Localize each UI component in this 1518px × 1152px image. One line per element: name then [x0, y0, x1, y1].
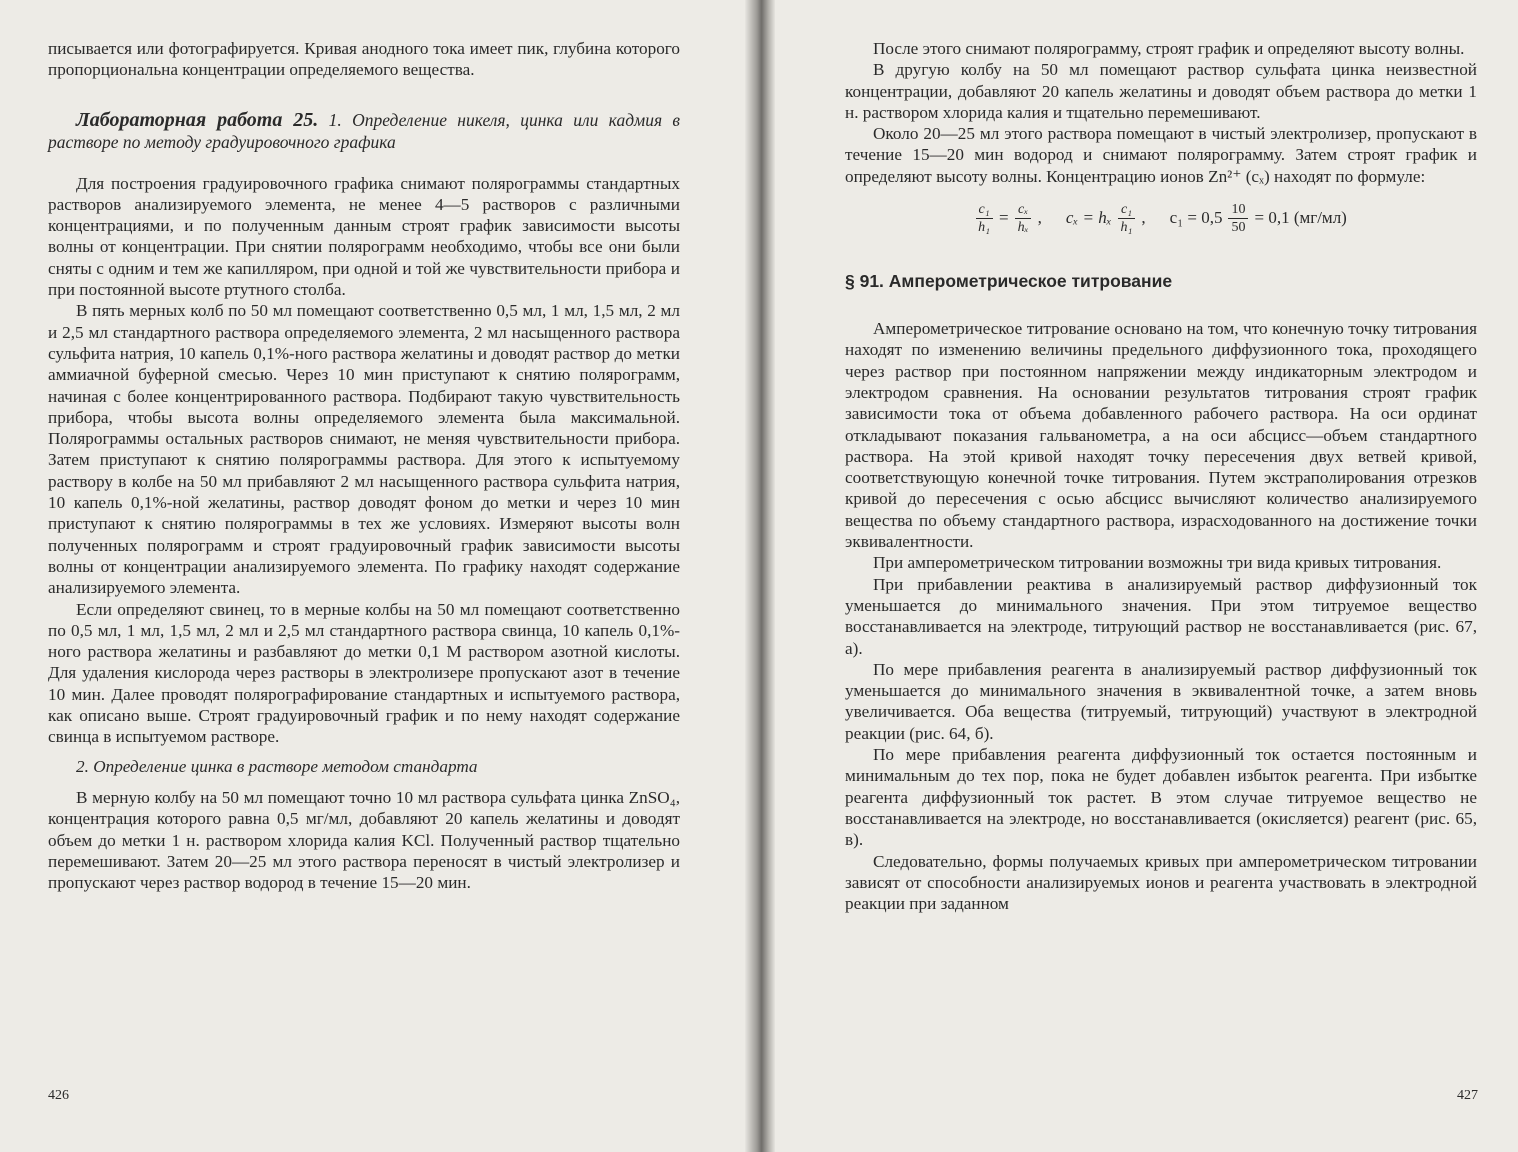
right-paragraph-6: При прибавлении реактива в анализируемый раствор диффузионный ток уменьшается до минимального значения. При этом титруемое вещество восстанавливается на электроде, титрующий раствор не восстанавливается (рис. 67, а). — [845, 574, 1477, 658]
concentration-formula — [845, 193, 1477, 243]
right-paragraph-9: Следовательно, формы получаемых кривых при амперометрическом титровании зависят от способности анализируемых ионов и реагента участвовать в электродной реакции при заданном — [845, 851, 1477, 914]
left-paragraph-2: В пять мерных колб по 50 мл помещают соответственно 0,5 мл, 1 мл, 1,5 мл, 2 мл и 2,5 мл стандартного раствора определяемого элемента, 2 мл насыщенного раствора сульфита натрия, 10 капель 0,1%-ного раствора желатины и доводят раствор до метки аммиачной буферной смесью. Через 10 мин приступают к снятию полярограмм, начиная с более концентрированного раствора. Подбирают такую чувствительность прибора, чтобы высота волны определяемого элемента была максимальной. Полярограммы остальных растворов снимают, не меняя чувствительности прибора. Затем приступают к снятию полярограммы раствора. Для этого к испытуемому раствору в колбе на 50 мл прибавляют 2 мл насыщенного раствора сульфита натрия, 10 капель 0,1%-ной желатины, раствор доводят фоном до метки и через 10 мин приступают к снятию полярограммы в тех же условиях. Измеряют высоты волн полученных полярограмм и строят градуировочный график зависимости высоты волны от концентрации анализируемого элемента. По графику находят содержание анализируемого элемента. — [48, 301, 680, 598]
formula-ratio — [975, 201, 1042, 236]
fraction-numerator: cₓ — [1015, 201, 1031, 219]
right-text-column — [845, 38, 1477, 914]
lab-work-title-rest: 1. Определение никеля, цинка или кадмия в растворе по методу градуировочного графика — [48, 109, 681, 152]
right-paragraph-4: Амперометрическое титрование основано на том, что конечную точку титрования находят по изменению величины предельного диффузионного тока, проходящего через раствор при постоянном напряжении между индикаторным электродом и электродом сравнения. На основании результатов титрования строят график зависимости тока от объема добавленного рабочего раствора. На оси ординат откладывают показания гальванометра, а на оси абсцисс—объем стандартного раствора. На этой кривой находят точку пересечения двух ветвей кривой, соответствующую конечной точке титрования. Путем экстраполирования отрезков кривой до пересечения с осью абсцисс вычисляют количество анализируемого вещества по объему стандартного раствора, израсходованного на достижение точки эквивалентности. — [845, 319, 1477, 552]
formula-c1-rhs: = 0,1 (мг/мл) — [1254, 208, 1347, 228]
formula-cx-lhs: cₓ = hₓ — [1065, 208, 1112, 228]
fraction-c1-h1-second — [1118, 201, 1136, 236]
fraction-numerator: c₁ — [976, 201, 993, 219]
formula-c1-lhs: c₁ = 0,5 — [1169, 208, 1223, 228]
book-gutter — [745, 0, 775, 1152]
equals-sign: = — [999, 208, 1009, 228]
lab-work-title — [48, 109, 680, 153]
formula-separator: , — [1141, 208, 1146, 228]
page-number-left: 426 — [48, 1088, 69, 1103]
right-paragraph-1: После этого снимают полярограмму, строят график и определяют высоту волны. — [873, 39, 1465, 58]
left-intro-paragraph: писывается или фотографируется. Кривая анодного тока имеет пик, глубина которого пропорциональна концентрации определяемого вещества. — [48, 39, 680, 80]
fraction-c1-h1 — [975, 201, 993, 236]
right-paragraph-8: По мере прибавления реагента диффузионный ток остается постоянным и минимальным до тех пор, пока не будет добавлен избыток реагента. При избытке реагента диффузионный ток растет. В этом случае титруемое вещество не восстанавливается на электроде, но восстанавливается (окисляется) реагент (рис. 65, в). — [845, 745, 1477, 850]
right-paragraph-3: Около 20—25 мл этого раствора помещают в чистый электролизер, пропускают в течение 15—20 мин водород и снимают полярограмму. Затем строят график и определяют высоту волны. Концентрацию ионов Zn²⁺ (cₓ) находят по формуле: — [845, 124, 1477, 186]
fraction-numerator: c₁ — [1118, 201, 1135, 219]
right-paragraph-7: По мере прибавления реагента в анализируемый раствор диффузионный ток уменьшается до минимального значения в эквивалентной точке, а затем вновь увеличивается. Оба вещества (титруемый, титрующий) участвуют в электродной реакции (рис. 64, б). — [845, 659, 1477, 743]
fraction-10-50 — [1228, 201, 1248, 236]
fraction-numerator: 10 — [1228, 201, 1248, 219]
left-page — [0, 0, 745, 1152]
left-paragraph-1: Для построения градуировочного графика снимают полярограммы стандартных растворов анализируемого элемента, не менее 4—5 растворов с различными концентрациями, и по полученным данным строят график зависимости высоты волны от концентрации. При снятии полярограмм необходимо, чтобы все они были сняты с одним и тем же капилляром, при одной и той же чувствительности прибора и при постоянной высоте ртутного столба. — [48, 173, 680, 300]
fraction-cx-hx — [1015, 201, 1032, 236]
left-text-column — [48, 38, 680, 893]
subsection-heading: 2. Определение цинка в растворе методом стандарта — [76, 756, 478, 776]
fraction-denominator: hₓ — [1017, 219, 1029, 235]
left-paragraph-3: Если определяют свинец, то в мерные колбы на 50 мл помещают соответственно по 0,5 мл, 1 мл, 1,5 мл, 2 мл и 2,5 мл стандартного раствора свинца, 10 капель 0,1%-ного раствора желатины и разбавляют до метки 0,1 М раствором азотной кислоты. Для удаления кислорода через растворы в электролизере пропускают азот в течение 10 мин. Далее проводят полярографирование стандартных и испытуемого раствора, как описано выше. Строят градуировочный график и по нему находят содержание свинца в испытуемом растворе. — [48, 599, 680, 747]
formula-c1 — [1170, 201, 1347, 236]
page-number-right: 427 — [1457, 1088, 1478, 1103]
fraction-denominator: h₁ — [978, 219, 991, 235]
right-paragraph-5: При амперометрическом титровании возможны три вида кривых титрования. — [873, 553, 1442, 573]
formula-separator: , — [1037, 208, 1042, 228]
section-title: § 91. Амперометрическое титрование — [845, 271, 1173, 292]
fraction-denominator: 50 — [1231, 219, 1246, 235]
lab-work-title-bold: Лабораторная работа 25. — [76, 108, 319, 131]
right-page — [775, 0, 1518, 1152]
fraction-denominator: h₁ — [1120, 219, 1133, 235]
left-paragraph-4: В мерную колбу на 50 мл помещают точно 10 мл раствора сульфата цинка ZnSO₄, концентрация которого равна 0,5 мг/мл, добавляют 20 капель желатины и доводят объем до метки 1 н. раствором хлорида калия KCl. Полученный раствор тщательно перемешивают. Затем 20—25 мл этого раствора переносят в чистый электролизер и пропускают через раствор водород в течение 15—20 мин. — [48, 787, 680, 893]
right-paragraph-2: В другую колбу на 50 мл помещают раствор сульфата цинка неизвестной концентрации, добавляют 20 капель желатины и доводят объем раствора до метки 1 н. раствором хлорида калия и тщательно перемешивают. — [845, 60, 1477, 122]
formula-cx — [1066, 201, 1146, 236]
